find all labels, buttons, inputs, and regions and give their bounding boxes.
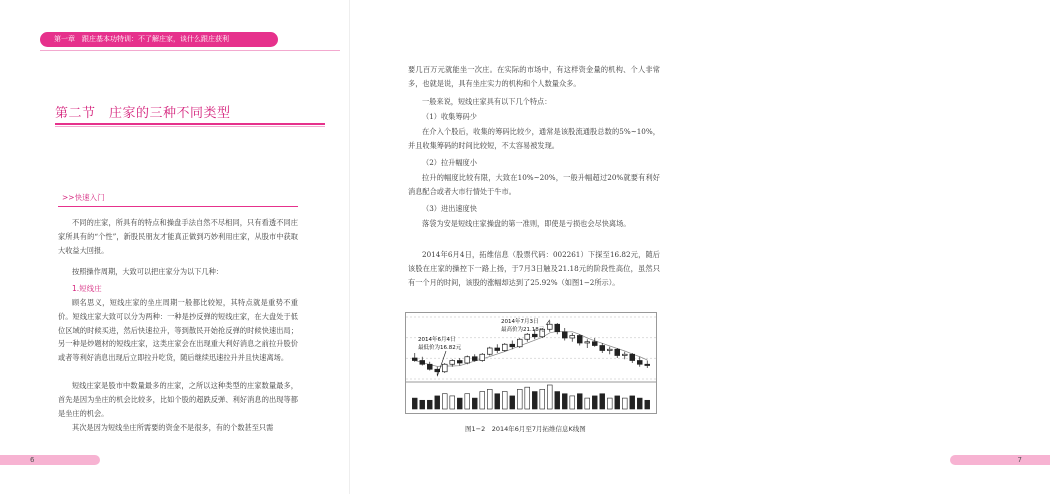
candle-body [412,358,417,361]
candle-body [547,324,552,329]
candle-body [517,339,522,347]
volume-bar [517,389,522,409]
candle-body [487,348,492,354]
section-title: 第二节 庄家的三种不同类型 [55,106,231,121]
volume-bar [525,387,530,409]
feature-3-title: （3）进出速度快 [422,204,477,213]
candle-body [457,361,462,364]
kline-chart [405,312,657,414]
volume-bar [457,398,462,409]
short-term-paragraph-3: 其次是因为短线坐庄所需要的资金不是很多，有的个数甚至只需 [72,423,274,432]
chapter-banner: 第一章 跟庄基本功特训：不了解庄家，谈什么跟庄获利 [40,32,278,47]
annotation-high-price: 最高价为21.18元 [501,327,545,333]
volume-bar [630,396,635,409]
intro-paragraph: 不同的庄家，所具有的特点和操盘手法自然不尽相同，只有看透不同庄家所具有的“个性”，新股民朋友才能真正做到巧妙利用庄家，从股市中获取大收益大回报。 [58,218,298,255]
volume-bar [622,398,627,409]
candle-body [570,336,575,339]
candle-body [562,332,567,338]
candle-body [637,361,642,365]
volume-bar [420,400,425,409]
feature-3-text: 落袋为安是短线庄家操盘的第一准则，即使是亏损也会尽快离场。 [422,219,631,228]
feature-2-text: 拉升的幅度比较有限，大致在10%~20%，一般升幅超过20%就要有利好消息配合或者大市行情处于牛市。 [408,173,660,196]
volume-bar [472,398,477,409]
volume-bar [502,392,507,409]
volume-bar [450,396,455,409]
volume-bar [600,394,605,409]
left-page [0,0,350,494]
volume-bar [547,385,552,409]
candle-body [450,361,455,365]
subsection-short-term: 1.短线庄 [72,284,102,293]
candle-body [480,354,485,360]
volume-bar [435,396,440,409]
volume-bar [615,396,620,409]
chart-caption: 图1−2 2014年6月至7月拓维信息K线图 [465,425,586,433]
candle-body [427,364,432,369]
quick-start-tag: >>快速入门 [62,193,105,202]
features-intro: 一般来说，短线庄家具有以下几个特点： [422,97,552,106]
candle-body [465,357,470,363]
volume-bar [637,398,642,409]
volume-bar [480,392,485,409]
section-rule [55,123,325,125]
volume-bar [495,394,500,409]
candle-body [630,354,635,360]
volume-bar [570,396,575,409]
candle-body [607,349,612,350]
short-term-paragraph-2: 短线庄家是股市中数量最多的庄家，之所以这种类型的庄家数量最多，首先是因为坐庄的机会比较多，比如个股的超跌反弹、利好消息的出现等都是坐庄的机会。 [58,381,298,418]
candle-body [442,364,447,372]
volume-bar [562,394,567,409]
volume-bar [465,394,470,409]
volume-bar [442,394,447,409]
volume-bar [645,400,650,409]
candle-body [577,336,582,344]
volume-bar [427,400,432,409]
feature-1-title: （1）收集筹码少 [422,112,477,121]
classify-intro: 按照操作周期，大致可以把庄家分为以下几种： [72,267,223,276]
annotation-low-date: 2014年6月4日 [418,337,456,343]
example-paragraph: 2014年6月4日，拓维信息（股票代码：002261）下探至16.82元，随后该股在庄家的操控下一路上扬，于7月3日触及21.18元的阶段性高位，虽然只有一个月的时间，该股的涨幅却达到了25.92%（如图1−2所示）。 [408,250,660,287]
volume-bar [585,398,590,409]
short-term-paragraph-1: 顾名思义，短线庄家的坐庄周期一般都比较短，其特点就是重势不重价。短线庄家大致可以分为两种：一种是抄反弹的短线庄家，在大盘处于低位区域的时候买进，然后快速拉升，等到散民开始抢反弹的时候快速出局；另一种是炒题材的短线庄家，这类庄家会在出现重大利好消息之前拉升股价或者等利好消息出现后立即拉升吃货，随后继续迅速拉升并且快速离场。 [58,298,298,363]
candle-body [532,334,537,337]
volume-bar [577,394,582,409]
feature-2-title: （2）拉升幅度小 [422,158,477,167]
volume-bar [540,389,545,409]
chapter-divider [40,50,340,51]
page-number-right: 7 [950,455,1050,465]
candle-body [645,364,650,365]
annotation-low-price: 最低价为16.82元 [418,345,462,351]
volume-bar [532,392,537,409]
candle-body [585,342,590,343]
candle-body [622,354,627,355]
candle-body [525,334,530,339]
candle-body [592,342,597,346]
volume-bar [592,396,597,409]
candle-body [615,349,620,355]
continued-paragraph: 要几百万元就能坐一次庄。在实际的市场中，有这样资金量的机构、个人非常多，也就是说，具有坐庄实力的机构和个人数量众多。 [408,65,660,88]
candle-body [420,361,425,365]
candle-body [472,357,477,361]
section-rule-thin [55,126,325,127]
kline-chart-svg [406,313,656,413]
quick-start-rule [58,206,298,207]
volume-bar [412,398,417,409]
volume-bar [510,396,515,409]
candle-body [495,348,500,351]
candle-body [510,344,515,347]
candle-body [600,346,605,351]
feature-1-text: 在介入个股后，收集的筹码比较少，通常是该股流通股总数的5%~10%，并且收集筹码的时间比较短，不太容易被发现。 [408,127,660,150]
annotation-high-date: 2014年7月3日 [501,319,539,325]
page-number-left: 6 [0,455,100,465]
candle-body [555,324,560,332]
volume-bar [607,398,612,409]
volume-bar [555,392,560,409]
candle-body [502,344,507,350]
volume-bar [487,389,492,409]
right-page [350,0,1022,494]
